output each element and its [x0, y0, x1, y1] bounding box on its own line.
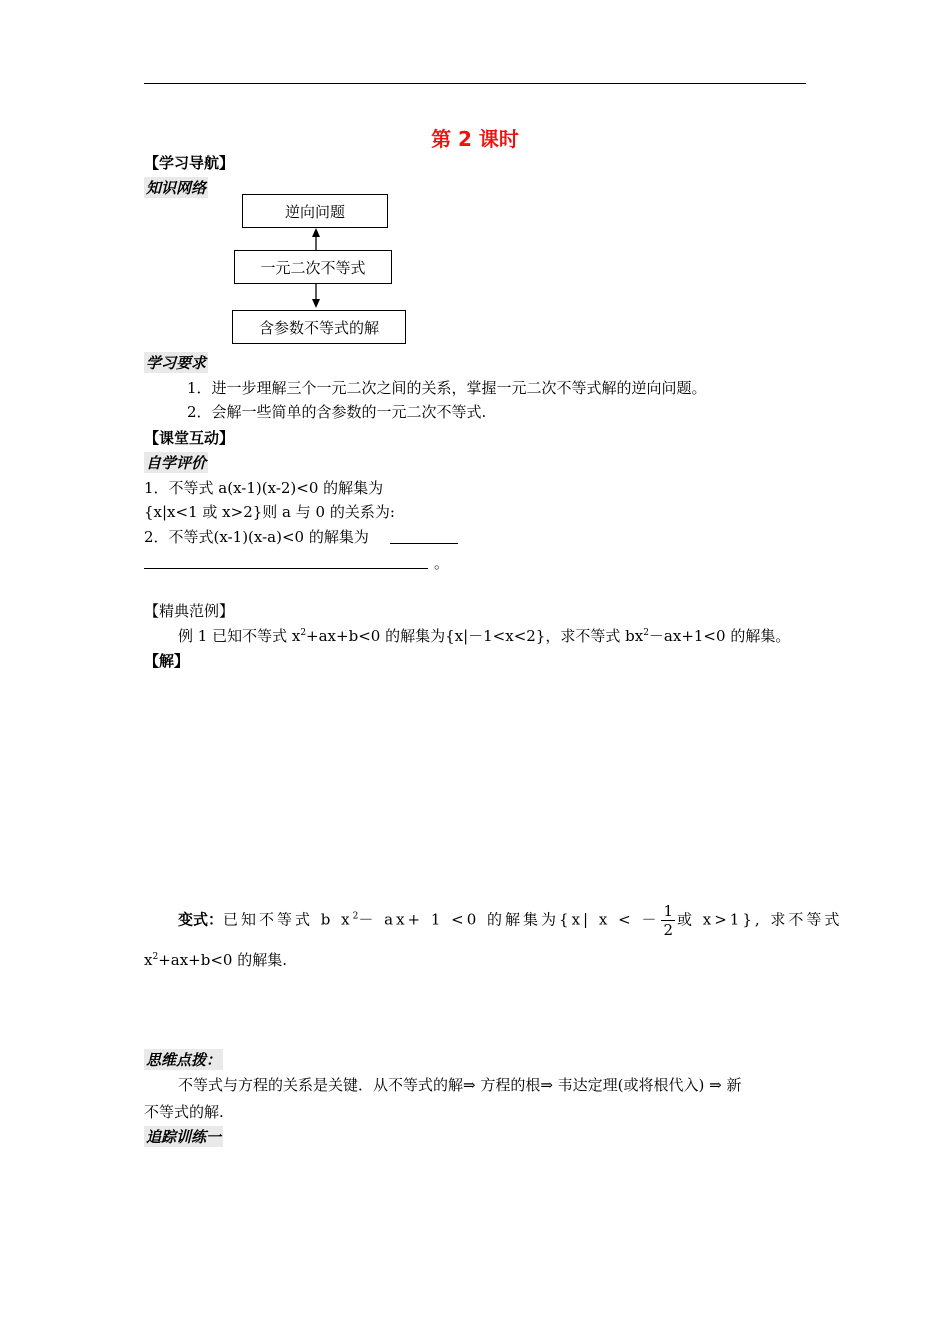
variant-text-b: － ax+ 1 <0 的解集为{x| x < － [358, 910, 660, 929]
answer-blank-1[interactable] [390, 543, 458, 544]
variant-text-a: 已知不等式 b x [223, 910, 353, 929]
arrow-up-head [312, 228, 320, 237]
variant-line-2 [144, 949, 287, 970]
section-interaction: 【课堂互动】 [144, 429, 235, 447]
example-1 [178, 625, 790, 646]
example-mid: +ax+b<0 的解集为{x|－1<x<2}，求不等式 bx [306, 627, 644, 645]
fraction-numerator: 1 [663, 902, 673, 920]
section-selfeval: 自学评价 [146, 454, 207, 472]
section-nav: 【学习导航】 [144, 154, 235, 172]
section-tracking: 追踪训练一 [146, 1128, 222, 1146]
selfeval-q2: 2．不等式(x-1)(x-a)<0 的解集为 [144, 528, 369, 546]
example-sup-1: 2 [300, 628, 307, 638]
thinking-line-2: 不等式的解. [144, 1103, 224, 1121]
variant-line2-b: +ax+b<0 的解集. [158, 951, 287, 969]
page-title: 第 2 课时 [431, 127, 519, 151]
section-solution: 【解】 [144, 652, 190, 670]
header-rule [144, 83, 806, 84]
fraction-denominator: 2 [663, 921, 673, 939]
section-requirements: 学习要求 [146, 354, 207, 372]
selfeval-q1-line1: 1．不等式 a(x-1)(x-2)<0 的解集为 [144, 479, 384, 497]
variant-sup: 2 [352, 911, 359, 922]
variant-fraction [661, 902, 675, 939]
section-network: 知识网络 [146, 179, 207, 197]
section-examples: 【精典范例】 [144, 602, 235, 620]
selfeval-q2-end: 。 [434, 554, 450, 572]
thinking-line-1: 不等式与方程的关系是关键．从不等式的解⇒ 方程的根⇒ 韦达定理(或将根代入) ⇒ 新 [178, 1076, 742, 1094]
diagram-box-top: 逆向问题 [242, 194, 388, 228]
requirement-item-2: 2．会解一些简单的含参数的一元二次不等式. [187, 403, 487, 421]
variant-line2-sup: 2 [152, 952, 159, 962]
selfeval-q1-line2: {x|x<1 或 x>2}则 a 与 0 的关系为: [144, 503, 395, 521]
section-thinking: 思维点拨： [146, 1051, 222, 1069]
example-suffix: －ax+1<0 的解集。 [648, 627, 791, 645]
example-sup-2: 2 [643, 628, 649, 638]
requirement-item-1: 1．进一步理解三个一元二次之间的关系，掌握一元二次不等式解的逆向问题。 [187, 379, 707, 397]
diagram-box-middle: 一元二次不等式 [234, 250, 392, 284]
arrow-down-head [312, 299, 320, 308]
variant-line2-a: x [144, 951, 153, 969]
variant-text-c: 或 x>1}, 求不等式 [677, 910, 843, 929]
variant-line-1 [178, 902, 842, 939]
diagram-box-bottom: 含参数不等式的解 [232, 310, 406, 344]
answer-blank-2[interactable] [144, 568, 428, 569]
variant-label: 变式： [178, 910, 224, 929]
example-prefix: 例 1 已知不等式 x [178, 627, 301, 645]
